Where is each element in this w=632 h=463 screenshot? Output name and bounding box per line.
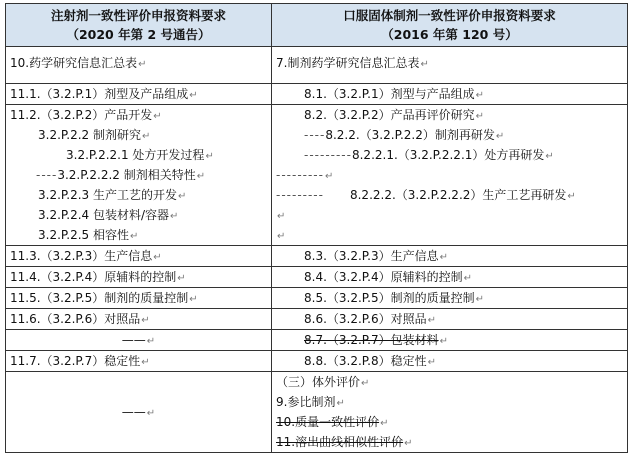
row-text: 3.2.P.2.5 相容性 [38,228,129,242]
table-cell [272,351,628,372]
return-arrow-icon: ↵ [439,252,449,263]
row-text: 11.1.（3.2.P.1）剂型及产品组成 [10,87,189,101]
table-cell [6,105,272,246]
row-text: （三）体外评价 [276,375,361,389]
row-text: 11.2.（3.2.P.2）产品开发 [10,108,153,122]
table-row [6,84,628,105]
table-cell [272,309,628,330]
return-arrow-icon: ↵ [475,294,485,305]
return-arrow-icon: ↵ [141,315,150,326]
return-arrow-icon: ↵ [153,111,162,122]
table-cell [272,288,628,309]
return-arrow-icon: ↵ [277,211,286,222]
row-text: 8.6.（3.2.P.6）对照品 [304,312,427,326]
row-text: 7.制剂药学研究信息汇总表 [276,56,420,70]
return-arrow-icon: ↵ [177,273,186,284]
return-arrow-icon: ↵ [170,211,179,222]
return-arrow-icon: ↵ [138,59,147,70]
table-row [6,105,628,246]
return-arrow-icon: ↵ [495,131,505,142]
return-arrow-icon: ↵ [361,378,370,389]
table-row [6,351,628,372]
row-text: 3.2.P.2.3 生产工艺的开发 [38,188,177,202]
table-cell [6,47,272,84]
return-arrow-icon: ↵ [189,90,198,101]
row-text: 11.7.（3.2.P.7）稳定性 [10,354,141,368]
table-cell [6,84,272,105]
header-right [272,4,628,47]
row-text: 8.2.2.2.（3.2.P.2.2.2）生产工艺再研发 [349,188,567,202]
header-left-subtitle: （2020 年第 2 号通告） [66,27,211,42]
return-arrow-icon: ↵ [463,273,473,284]
table-cell [272,105,628,246]
row-text: 10.药学研究信息汇总表 [10,56,138,70]
return-arrow-icon: ↵ [439,336,449,347]
table-cell [272,372,628,453]
row-text: 3.2.P.2.2.2 制剂相关特性 [57,168,196,182]
table-row [6,288,628,309]
table-cell [6,267,272,288]
row-text: 8.1.（3.2.P.1）剂型与产品组成 [304,87,475,101]
return-arrow-icon: ↵ [205,151,214,162]
table-row [6,246,628,267]
return-arrow-icon: ↵ [189,294,198,305]
table-cell [272,330,628,351]
header-right-title: 口服固体制剂一致性评价申报资料要求 [343,8,556,23]
table-row [6,330,628,351]
row-text: 11.5.（3.2.P.5）制剂的质量控制 [10,291,189,305]
table-row [6,267,628,288]
row-text: 3.2.P.2.2 制剂研究 [38,128,141,142]
return-arrow-icon: ↵ [153,252,162,263]
header-left [6,4,272,47]
row-text: 9.参比制剂 [276,395,336,409]
return-arrow-icon: ↵ [427,315,437,326]
table-cell [272,246,628,267]
return-arrow-icon: ↵ [129,231,139,242]
row-text: 8.4.（3.2.P.4）原辅料的控制 [304,270,463,284]
return-arrow-icon: ↵ [177,191,187,202]
dash-leader: --------- [304,148,352,162]
table-cell [6,246,272,267]
row-text: —— [121,333,146,347]
return-arrow-icon: ↵ [427,357,437,368]
row-text: 10.质量一致性评价 [276,415,380,429]
return-arrow-icon: ↵ [420,59,429,70]
return-arrow-icon: ↵ [324,171,334,182]
row-text: 11.3.（3.2.P.3）生产信息 [10,249,153,263]
return-arrow-icon: ↵ [475,90,485,101]
row-text: 8.8.（3.2.P.8）稳定性 [304,354,427,368]
comparison-table [5,3,628,453]
return-arrow-icon: ↵ [336,398,345,409]
dash-leader: ---- [304,128,326,142]
return-arrow-icon: ↵ [146,336,156,347]
row-text: 8.2.2.（3.2.P.2.2）制剂再研发 [325,128,495,142]
table-row [6,372,628,453]
return-arrow-icon: ↵ [141,131,151,142]
row-text: 8.2.（3.2.P.2）产品再评价研究 [304,108,475,122]
row-text: 8.3.（3.2.P.3）生产信息 [304,249,439,263]
header-row [6,4,628,47]
row-text: 11.溶出曲线相似性评价 [276,435,404,449]
dash-leader: --------- [276,168,324,182]
return-arrow-icon: ↵ [277,231,286,242]
return-arrow-icon: ↵ [380,418,389,429]
row-text: 8.7.（3.2.P.7）包装材料 [304,333,439,347]
row-text: 11.6.（3.2.P.6）对照品 [10,312,141,326]
header-left-title: 注射剂一致性评价申报资料要求 [50,8,226,23]
dash-leader: ---- [36,168,58,182]
return-arrow-icon: ↵ [475,111,485,122]
return-arrow-icon: ↵ [141,357,150,368]
table-cell [272,84,628,105]
table-row [6,47,628,84]
table-cell [272,47,628,84]
return-arrow-icon: ↵ [567,191,576,202]
return-arrow-icon: ↵ [545,151,554,162]
header-right-subtitle: （2016 年第 120 号） [381,27,518,42]
dash-leader: --------- [276,188,324,202]
table-cell [6,309,272,330]
table-cell [6,351,272,372]
row-text: 3.2.P.2.2.1 处方开发过程 [66,148,205,162]
table-cell [272,267,628,288]
return-arrow-icon: ↵ [146,408,156,419]
row-text: 8.5.（3.2.P.5）制剂的质量控制 [304,291,475,305]
row-text: 11.4.（3.2.P.4）原辅料的控制 [10,270,177,284]
row-text: 8.2.2.1.（3.2.P.2.2.1）处方再研发 [351,148,545,162]
table-row [6,309,628,330]
return-arrow-icon: ↵ [196,171,206,182]
table-cell [6,288,272,309]
table-cell [6,372,272,453]
row-text: —— [121,405,146,419]
row-text: 3.2.P.2.4 包装材料/容器 [38,208,170,222]
return-arrow-icon: ↵ [404,438,413,449]
table-cell [6,330,272,351]
